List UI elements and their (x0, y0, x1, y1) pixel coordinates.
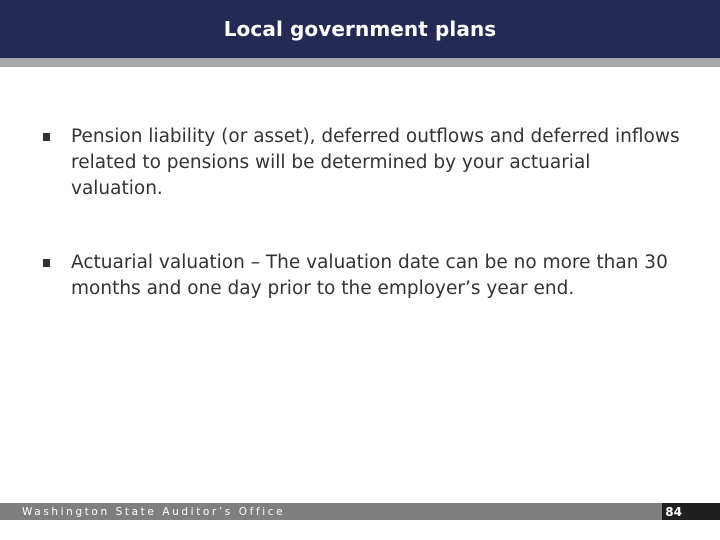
bullet-item (42, 250, 682, 302)
bullet-item (42, 124, 682, 202)
footer-bar (0, 503, 720, 520)
bullet-text: Actuarial valuation – The valuation date can be no more than 30 months and one day prior to the employer’s year end. (71, 252, 668, 299)
title-divider (0, 58, 720, 67)
bullet-text: Pension liability (or asset), deferred outflows and deferred inflows related to pensions will be determined by your actuarial valuation. (71, 126, 680, 199)
bullet-list (42, 124, 682, 302)
footer-organization: Washington State Auditor’s Office (22, 506, 286, 518)
slide-title: Local government plans (223, 17, 497, 41)
square-bullet-icon (43, 133, 50, 141)
square-bullet-icon (43, 259, 50, 267)
page-number: 84 (665, 505, 682, 519)
